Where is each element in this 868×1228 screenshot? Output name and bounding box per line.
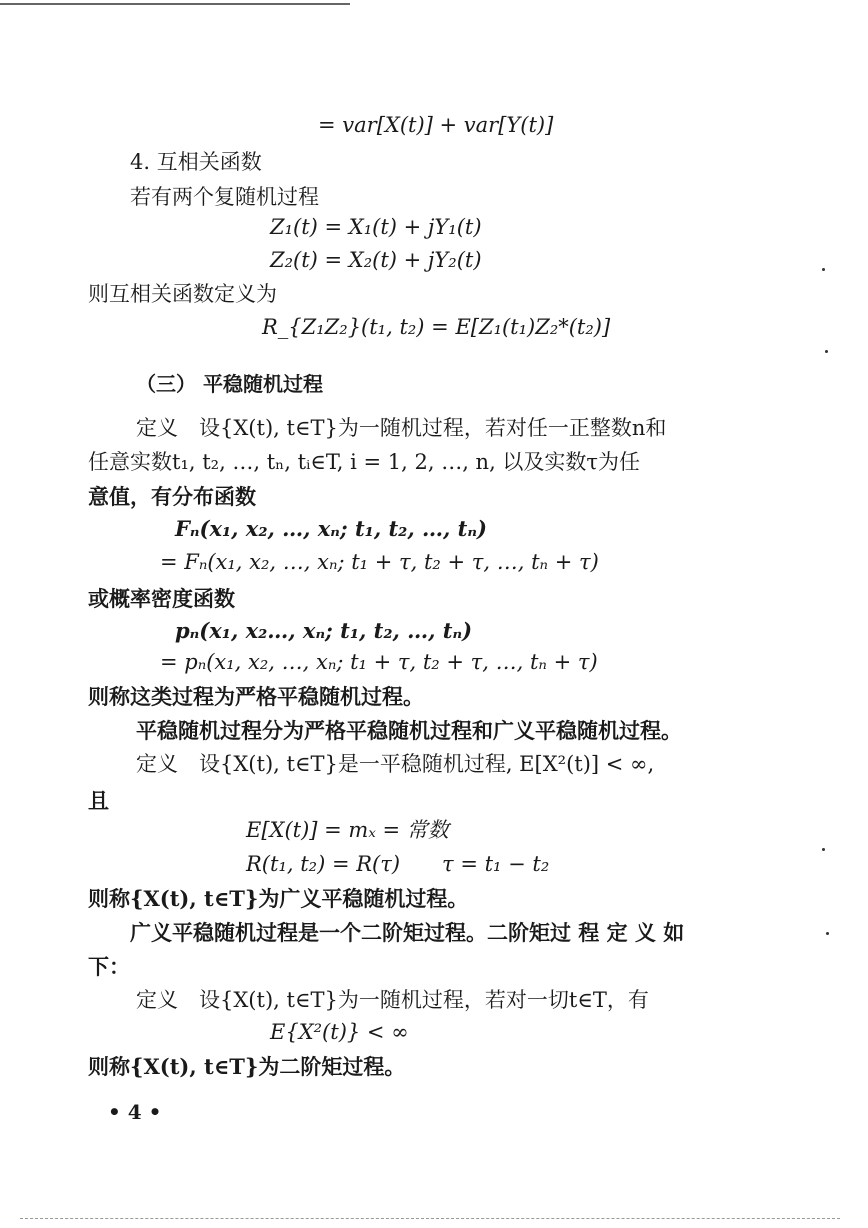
- definition-2-line-1: 定义 设{X(t), t∈T}是一平稳随机过程, E[X²(t)] < ∞,: [136, 752, 655, 776]
- cross-correlation-definition-intro: 则互相关函数定义为: [88, 282, 277, 306]
- second-moment-finite-equation: E{X²(t)} < ∞: [270, 1020, 409, 1044]
- definition-1-line-3: 意值，有分布函数: [88, 484, 256, 509]
- cross-correlation-heading: 4. 互相关函数: [130, 150, 262, 174]
- scan-speck: [822, 848, 825, 851]
- distribution-function-lhs: Fₙ(x₁, x₂, …, xₙ; t₁, t₂, …, tₙ): [175, 516, 487, 541]
- autocorrelation-tau-equation: R(t₁, t₂) = R(τ) τ = t₁ − t₂: [246, 852, 550, 876]
- bottom-rule: [20, 1218, 840, 1219]
- stationary-classification: 平稳随机过程分为严格平稳随机过程和广义平稳随机过程。: [136, 718, 682, 743]
- wide-stationary-conclusion: 则称{X(t), t∈T}为广义平稳随机过程。: [88, 886, 469, 911]
- scan-speck: [825, 350, 828, 353]
- definition-1-line-2: 任意实数t₁, t₂, …, tₙ, tᵢ∈T, i = 1, 2, …, n, 以及实数τ为任: [88, 450, 641, 474]
- scan-speck: [822, 268, 825, 271]
- definition-3-line-1: 定义 设{X(t), t∈T}为一随机过程，若对一切t∈T，有: [136, 988, 649, 1012]
- section-title: （三） 平稳随机过程: [136, 372, 323, 396]
- scan-speck: [826, 932, 829, 935]
- rz1z2-equation: R_{Z₁Z₂}(t₁, t₂) = E[Z₁(t₁)Z₂*(t₂)]: [262, 315, 611, 339]
- density-function-lhs: pₙ(x₁, x₂…, xₙ; t₁, t₂, …, tₙ): [175, 618, 473, 643]
- mean-constant-equation: E[X(t)] = mₓ = 常数: [246, 818, 449, 842]
- top-rule: [0, 3, 350, 5]
- definition-1-line-1: 定义 设{X(t), t∈T}为一随机过程，若对任一正整数n和: [136, 416, 667, 440]
- second-order-line-1: 广义平稳随机过程是一个二阶矩过程。二阶矩过 程 定 义 如: [130, 920, 685, 945]
- z1-equation: Z₁(t) = X₁(t) + jY₁(t): [270, 215, 482, 239]
- distribution-function-rhs: = Fₙ(x₁, x₂, …, xₙ; t₁ + τ, t₂ + τ, …, tₙ + τ): [160, 550, 599, 574]
- density-intro: 或概率密度函数: [88, 586, 235, 611]
- second-order-line-2: 下：: [88, 954, 130, 979]
- z2-equation: Z₂(t) = X₂(t) + jY₂(t): [270, 248, 482, 272]
- var-sum-equation: = var[X(t)] + var[Y(t)]: [318, 113, 554, 137]
- two-complex-processes-text: 若有两个复随机过程: [130, 185, 319, 209]
- and-text: 且: [88, 788, 109, 813]
- second-order-conclusion: 则称{X(t), t∈T}为二阶矩过程。: [88, 1054, 406, 1079]
- density-function-rhs: = pₙ(x₁, x₂, …, xₙ; t₁ + τ, t₂ + τ, …, tₙ + τ): [160, 650, 598, 674]
- strict-stationary-conclusion: 则称这类过程为严格平稳随机过程。: [88, 684, 424, 709]
- page-number: • 4 •: [108, 1100, 162, 1124]
